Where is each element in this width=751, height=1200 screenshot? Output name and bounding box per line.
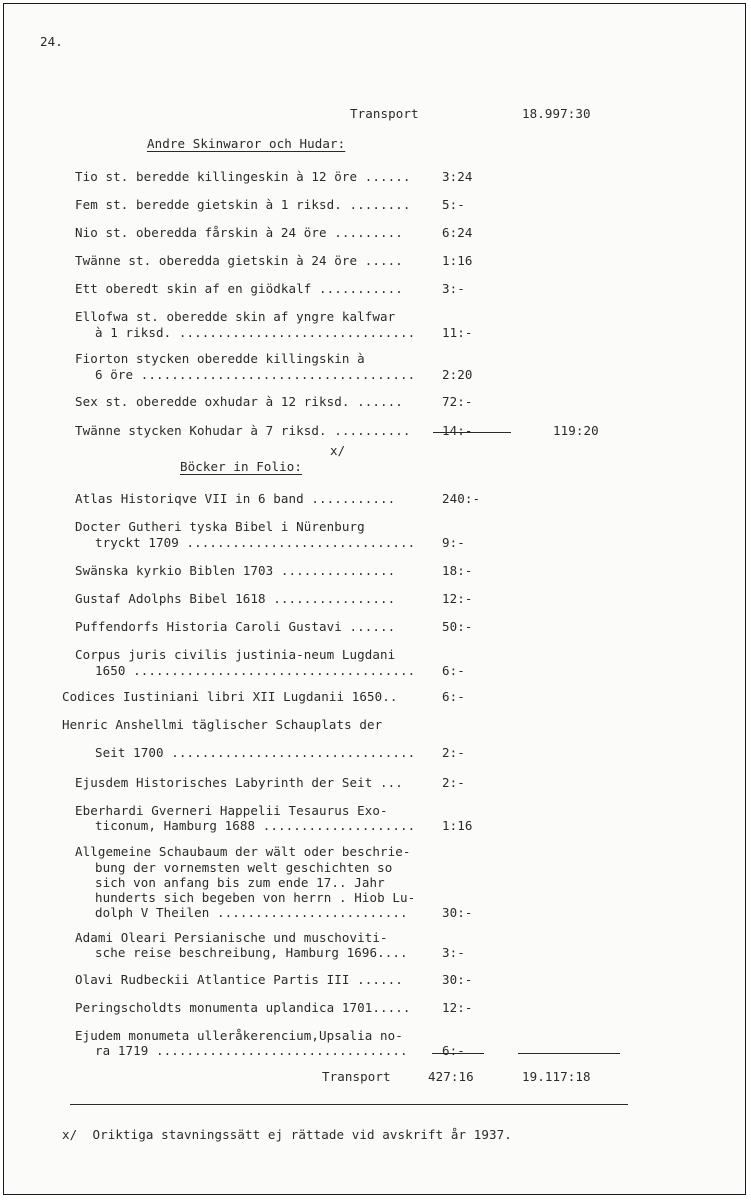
ledger-rule: [432, 1053, 484, 1054]
ledger-entry-amount: 6:24: [442, 225, 473, 240]
transport-subtotal: 427:16: [428, 1069, 474, 1084]
ledger-entry-amount: 2:-: [442, 775, 465, 790]
ledger-entry-amount: 30:-: [442, 972, 473, 987]
ledger-entry-amount: 5:-: [442, 197, 465, 212]
ledger-entry-line: Adami Oleari Persianische und muschoviti-: [75, 930, 388, 945]
ledger-entry-line: Gustaf Adolphs Bibel 1618 ................: [75, 591, 396, 606]
ledger-entry-line: dolph V Theilen .........................: [95, 905, 408, 920]
ledger-entry-line: Atlas Historiqve VII in 6 band ...........: [75, 491, 396, 506]
ledger-entry-line: à 1 riksd. ...............................: [95, 325, 416, 340]
ledger-entry-amount: 3:-: [442, 281, 465, 296]
ledger-entry-amount: 9:-: [442, 535, 465, 550]
ledger-entry-amount: 12:-: [442, 1000, 473, 1015]
page-number: 24.: [40, 34, 63, 49]
ledger-entry-line: Fem st. beredde gietskin à 1 riksd. ........: [75, 197, 411, 212]
ledger-entry-amount: 1:16: [442, 818, 473, 833]
ledger-entry-amount: 1:16: [442, 253, 473, 268]
ledger-entry-amount: 2:20: [442, 367, 473, 382]
ledger-rule: [70, 1104, 628, 1105]
ledger-entry-line: 6 öre ....................................: [95, 367, 416, 382]
ledger-entry-line: ticonum, Hamburg 1688 ....................: [95, 818, 416, 833]
ledger-entry-line: Twänne stycken Kohudar à 7 riksd. ..........: [75, 423, 411, 438]
ledger-entry-amount: 50:-: [442, 619, 473, 634]
ledger-entry-amount: 6:-: [442, 689, 465, 704]
ledger-entry-amount: 6:-: [442, 663, 465, 678]
ledger-entry-line: Puffendorfs Historia Caroli Gustavi ......: [75, 619, 396, 634]
ledger-entry-amount: 72:-: [442, 394, 473, 409]
ledger-entry-amount: 6:-: [442, 1043, 465, 1058]
ledger-entry-line: Sex st. oberedde oxhudar à 12 riksd. ......: [75, 394, 403, 409]
transport-total: 19.117:18: [522, 1069, 591, 1084]
ledger-entry-line: Fiorton stycken oberedde killingskin à: [75, 351, 365, 366]
ledger-entry-line: Peringscholdts monumenta uplandica 1701.....: [75, 1000, 411, 1015]
footnote-marker: x/: [330, 443, 346, 458]
ledger-entry-line: Docter Gutheri tyska Bibel i Nürenburg: [75, 519, 365, 534]
ledger-entry-line: Allgemeine Schaubaum der wält oder beschrie-: [75, 844, 411, 859]
ledger-entry-amount: 12:-: [442, 591, 473, 606]
ledger-entry-line: Twänne st. oberedda gietskin à 24 öre .....: [75, 253, 403, 268]
ledger-entry-amount: 14:-: [442, 423, 473, 438]
section-total: 119:20: [553, 423, 599, 438]
ledger-entry-line: bung der vornemsten welt geschichten so: [95, 860, 393, 875]
section-title: Andre Skinwaror och Hudar:: [147, 136, 346, 151]
ledger-rule: [518, 1053, 620, 1054]
transport-label: Transport: [350, 106, 419, 121]
transport-label: Transport: [322, 1069, 391, 1084]
ledger-entry-line: 1650 .....................................: [95, 663, 416, 678]
ledger-entry-line: Eberhardi Gverneri Happelii Tesaurus Exo-: [75, 803, 388, 818]
section-title: Böcker in Folio:: [180, 459, 303, 474]
ledger-entry-amount: 3:-: [442, 945, 465, 960]
ledger-entry-line: Nio st. oberedda fårskin à 24 öre .........: [75, 225, 403, 240]
ledger-entry-amount: 2:-: [442, 745, 465, 760]
ledger-entry-line: Ejusdem Historisches Labyrinth der Seit ...: [75, 775, 403, 790]
ledger-entry-line: Codices Iustiniani libri XII Lugdanii 1650..: [62, 689, 398, 704]
ledger-entry-line: ra 1719 .................................: [95, 1043, 408, 1058]
ledger-entry-line: sich von anfang bis zum ende 17.. Jahr: [95, 875, 385, 890]
ledger-entry-line: Ellofwa st. oberedde skin af yngre kalfwar: [75, 309, 396, 324]
footnote: x/ Oriktiga stavningssätt ej rättade vid avskrift år 1937.: [62, 1127, 512, 1142]
ledger-entry-line: Tio st. beredde killingeskin à 12 öre ......: [75, 169, 411, 184]
ledger-entry-line: Seit 1700 ................................: [95, 745, 416, 760]
ledger-entry-amount: 18:-: [442, 563, 473, 578]
ledger-entry-line: tryckt 1709 ..............................: [95, 535, 416, 550]
ledger-entry-line: hunderts sich begeben von herrn . Hiob Lu-: [95, 890, 416, 905]
ledger-entry-line: Corpus juris civilis justinia-neum Lugdani: [75, 647, 396, 662]
transport-value: 18.997:30: [522, 106, 591, 121]
subtotal-rule: [433, 432, 511, 433]
ledger-entry-amount: 240:-: [442, 491, 481, 506]
ledger-entry-amount: 30:-: [442, 905, 473, 920]
ledger-entry-line: Swänska kyrkio Biblen 1703 ...............: [75, 563, 396, 578]
ledger-entry-line: Olavi Rudbeckii Atlantice Partis III ......: [75, 972, 403, 987]
ledger-entry-amount: 3:24: [442, 169, 473, 184]
ledger-entry-amount: 11:-: [442, 325, 473, 340]
ledger-entry-line: Henric Anshellmi täglischer Schauplats der: [62, 717, 383, 732]
ledger-entry-line: sche reise beschreibung, Hamburg 1696....: [95, 945, 408, 960]
ledger-entry-line: Ett oberedt skin af en giödkalf ...........: [75, 281, 403, 296]
ledger-entry-line: Ejudem monumeta ulleråkerencium,Upsalia no-: [75, 1028, 403, 1043]
